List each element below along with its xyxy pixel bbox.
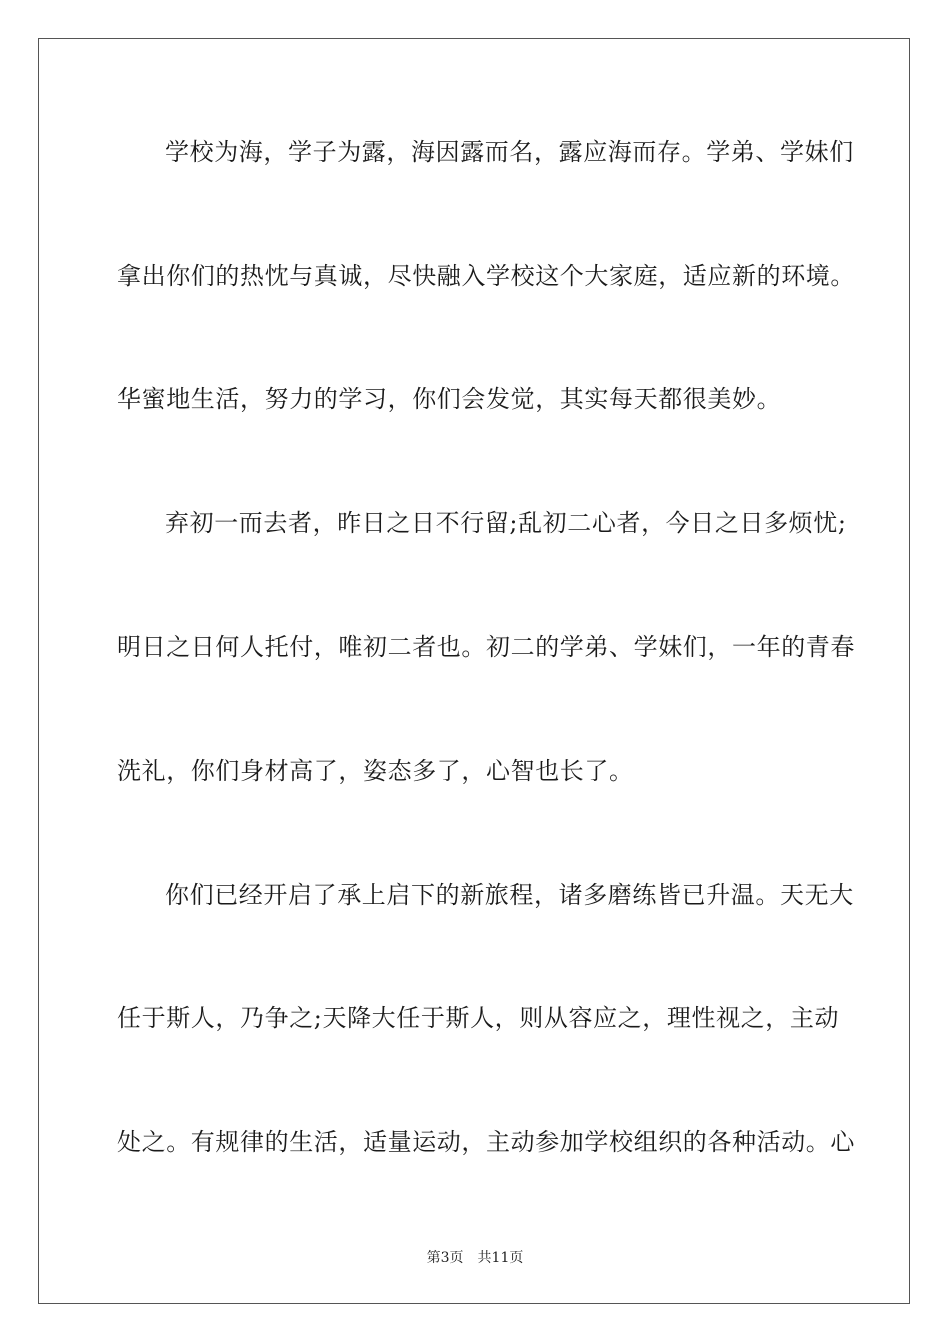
paragraph-line: 华蜜地生活，努力的学习，你们会发觉，其实每天都很美妙。 [117,385,782,413]
paragraph-line: 明日之日何人托付，唯初二者也。初二的学弟、学妹们，一年的青春 [117,633,855,661]
page-border [38,38,910,1304]
paragraph-line: 拿出你们的热忱与真诚，尽快融入学校这个大家庭，适应新的环境。 [117,262,855,290]
page-number-total: 共11页 [477,1250,524,1266]
paragraph-line: 你们已经开启了承上启下的新旅程，诸多磨练皆已升温。天无大 [165,881,854,909]
paragraph-line: 洗礼，你们身材高了，姿态多了，心智也长了。 [117,757,634,785]
paragraph-line: 处之。有规律的生活，适量运动，主动参加学校组织的各种活动。心 [117,1128,855,1156]
paragraph-line: 任于斯人，乃争之;天降大任于斯人，则从容应之，理性视之，主动 [117,1004,840,1032]
paragraph-line: 弃初一而去者，昨日之日不行留;乱初二心者，今日之日多烦忧; [165,509,847,537]
paragraph-line: 学校为海，学子为露，海因露而名，露应海而存。学弟、学妹们 [165,138,854,166]
page-footer [0,1249,950,1267]
page-number-current: 第3页 [426,1250,464,1266]
